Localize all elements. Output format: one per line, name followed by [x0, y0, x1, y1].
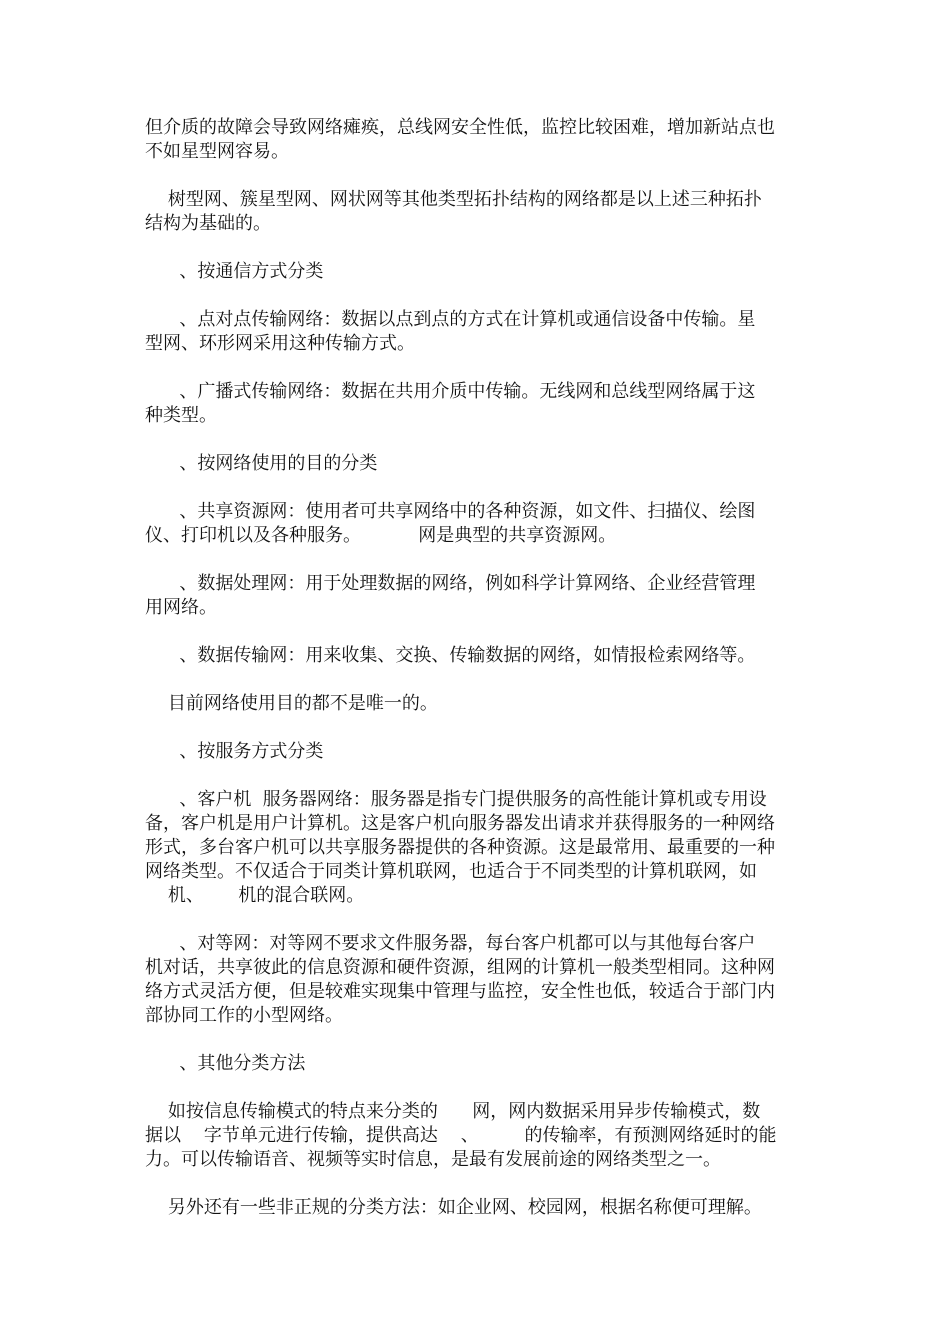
text-line: 树型网、簇星型网、网状网等其他类型拓扑结构的网络都是以上述三种拓扑 [145, 189, 762, 210]
text-line: 、共享资源网：使用者可共享网络中的各种资源，如文件、扫描仪、绘图 [145, 501, 756, 522]
text-line: 力。可以传输语音、视频等实时信息，是最有发展前途的网络类型之一。 [145, 1149, 721, 1170]
text-line: 网络类型。不仅适合于同类计算机联网，也适合于不同类型的计算机联网，如 [145, 861, 757, 882]
text-line: 不如星型网容易。 [145, 141, 289, 162]
text-line: 备，客户机是用户计算机。这是客户机向服务器发出请求并获得服务的一种网络 [145, 813, 775, 834]
text-line: 机、 机的混合联网。 [145, 885, 365, 906]
text-line: 另外还有一些非正规的分类方法：如企业网、校园网，根据名称便可理解。 [145, 1197, 762, 1218]
section-heading: 、按网络使用的目的分类 [145, 453, 378, 474]
text-line: 据以 字节单元进行传输，提供高达 、 的传输率，有预测网络延时的能 [145, 1125, 777, 1146]
text-line: 机对话，共享彼此的信息资源和硬件资源，组网的计算机一般类型相同。这种网 [145, 957, 775, 978]
text-line: 络方式灵活方便，但是较难实现集中管理与监控，安全性也低，较适合于部门内 [145, 981, 775, 1002]
text-line: 结构为基础的。 [145, 213, 271, 234]
text-line: 用网络。 [145, 597, 217, 618]
section-heading: 、按服务方式分类 [145, 741, 324, 762]
text-line: 但介质的故障会导致网络瘫痪，总线网安全性低，监控比较困难，增加新站点也 [145, 117, 775, 138]
section-heading: 、其他分类方法 [145, 1053, 306, 1074]
text-line: 形式，多台客户机可以共享服务器提供的各种资源。这是最常用、最重要的一种 [145, 837, 775, 858]
text-line: 如按信息传输模式的特点来分类的 网，网内数据采用异步传输模式，数 [145, 1101, 761, 1122]
text-line: 、客户机 服务器网络：服务器是指专门提供服务的高性能计算机或专用设 [145, 789, 767, 810]
text-line: 型网、环形网采用这种传输方式。 [145, 333, 415, 354]
text-line: 种类型。 [145, 405, 217, 426]
text-line: 部协同工作的小型网络。 [145, 1005, 343, 1026]
section-heading: 、按通信方式分类 [145, 261, 324, 282]
text-line: 、对等网：对等网不要求文件服务器，每台客户机都可以与其他每台客户 [145, 933, 756, 954]
text-line: 、数据处理网：用于处理数据的网络，例如科学计算网络、企业经营管理 [145, 573, 756, 594]
text-line: 、点对点传输网络：数据以点到点的方式在计算机或通信设备中传输。星 [145, 309, 756, 330]
text-line: 、数据传输网：用来收集、交换、传输数据的网络，如情报检索网络等。 [145, 645, 756, 666]
text-line: 仪、打印机以及各种服务。 网是典型的共享资源网。 [145, 525, 617, 546]
text-line: 、广播式传输网络：数据在共用介质中传输。无线网和总线型网络属于这 [145, 381, 756, 402]
text-line: 目前网络使用目的都不是唯一的。 [145, 693, 438, 714]
